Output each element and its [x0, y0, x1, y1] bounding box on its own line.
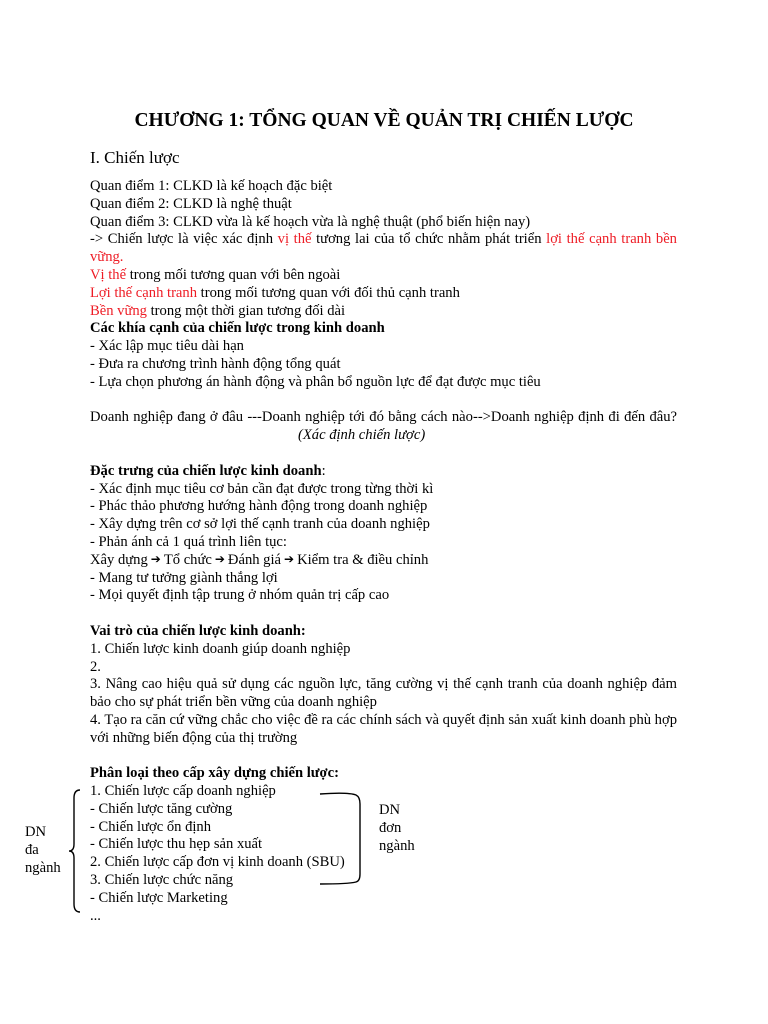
feature-item: - Mọi quyết định tập trung ở nhóm quản trị cấp cao	[90, 587, 390, 604]
definition-line: -> Chiến lược là việc xác định vị thế tương lai của tổ chức nhằm phát triển lợi thế cạnh tranh bền vững.	[90, 231, 677, 266]
feature-item: - Phản ánh cả 1 quá trình liên tục:	[90, 533, 287, 550]
classification-item: - Chiến lược ổn định	[90, 818, 212, 835]
explain-line-3: Bền vững trong một thời gian tương đối dài	[90, 302, 346, 319]
explain-line-2: Lợi thế cạnh tranh trong mối tương quan với đối thủ cạnh tranh	[90, 284, 460, 301]
arrow-right-icon: ➔	[214, 551, 225, 566]
question-note: (Xác định chiến lược)	[298, 427, 426, 444]
single-industry-label: DN đơn ngành	[379, 802, 415, 854]
explain-line-1: Vị thế trong mối tương quan với bên ngoài	[90, 266, 341, 283]
classification-item: - Chiến lược tăng cường	[90, 800, 233, 817]
aspect-item: - Đưa ra chương trình hành động tổng quát	[90, 355, 341, 372]
highlight-vi-the: vị thế	[277, 231, 312, 248]
classification-item: 1. Chiến lược cấp doanh nghiệp	[90, 783, 276, 800]
feature-item: - Mang tư tưởng giành thắng lợi	[90, 569, 278, 586]
right-brace	[318, 790, 366, 886]
classification-item: 2. Chiến lược cấp đơn vị kinh doanh (SBU)	[90, 854, 345, 871]
role-item: 4. Tạo ra căn cứ vững chắc cho việc đề ra các chính sách và quyết định sản xuất kinh doanh phù hợp với những biến động của thị trường	[90, 711, 677, 746]
left-brace	[68, 788, 82, 914]
features-heading: Đặc trưng của chiến lược kinh doanh:	[90, 462, 326, 479]
classification-item: ...	[90, 907, 101, 924]
feature-item: - Phác thảo phương hướng hành động trong doanh nghiệp	[90, 498, 428, 515]
process-flow: Xây dựng ➔ Tổ chức ➔ Đánh giá ➔ Kiểm tra & điều chỉnh	[90, 551, 429, 568]
aspects-heading: Các khía cạnh của chiến lược trong kinh doanh	[90, 320, 385, 337]
role-item: 3. Nâng cao hiệu quả sử dụng các nguồn lực, tăng cường vị thế cạnh tranh của doanh nghiệp đảm bảo cho sự phát triển bền vững của doanh nghiệp	[90, 676, 677, 711]
classification-item: - Chiến lược Marketing	[90, 889, 228, 906]
role-item: 1. Chiến lược kinh doanh giúp doanh nghiệp	[90, 640, 351, 657]
aspect-item: - Lựa chọn phương án hành động và phân bổ nguồn lực để đạt được mục tiêu	[90, 373, 541, 390]
aspect-item: - Xác lập mục tiêu dài hạn	[90, 338, 244, 355]
page-title: CHƯƠNG 1: TỔNG QUAN VỀ QUẢN TRỊ CHIẾN LƯỢC	[134, 110, 634, 131]
question-line: Doanh nghiệp đang ở đâu ---Doanh nghiệp tới đó bằng cách nào-->Doanh nghiệp định đi đến đâu?(Xác định chiến lược)	[90, 409, 677, 444]
roles-heading: Vai trò của chiến lược kinh doanh:	[90, 622, 306, 639]
classification-item: 3. Chiến lược chức năng	[90, 872, 234, 889]
arrow-right-icon: ➔	[284, 551, 295, 566]
role-item: 2.	[90, 658, 101, 675]
highlight-loi-the: lợi thế cạnh tranh bền vững.	[90, 231, 677, 266]
classification-item: - Chiến lược thu hẹp sản xuất	[90, 836, 263, 853]
view-line-3: Quan điểm 3: CLKD vừa là kế hoạch vừa là nghệ thuật (phổ biến hiện nay)	[90, 213, 531, 230]
view-line-2: Quan điểm 2: CLKD là nghệ thuật	[90, 195, 292, 212]
section-heading-strategy: I. Chiến lược	[90, 148, 180, 167]
classification-heading: Phân loại theo cấp xây dựng chiến lược:	[90, 765, 339, 782]
arrow-right-icon: ➔	[150, 551, 161, 566]
view-line-1: Quan điểm 1: CLKD là kế hoạch đặc biệt	[90, 178, 333, 194]
feature-item: - Xây dựng trên cơ sở lợi thế cạnh tranh của doanh nghiệp	[90, 516, 430, 533]
multi-industry-label: DN đa ngành	[25, 824, 61, 876]
feature-item: - Xác định mục tiêu cơ bản cần đạt được trong từng thời kì	[90, 480, 434, 497]
